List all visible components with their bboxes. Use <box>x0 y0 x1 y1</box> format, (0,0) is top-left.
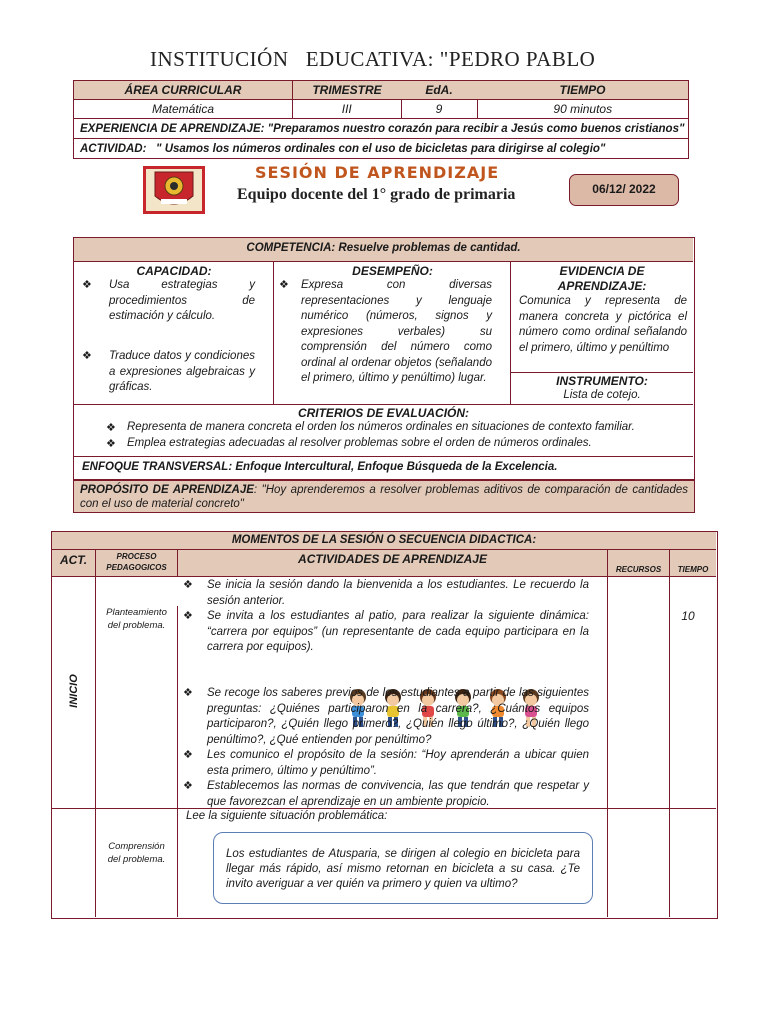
actividades-cell <box>178 809 608 917</box>
diamond-bullet-icon: ❖ <box>106 422 116 434</box>
evidencia-title: EVIDENCIA DE APRENDIZAJE: <box>557 264 647 293</box>
criterios-section <box>74 404 693 456</box>
desempeno-text: Expresa con diversas representaciones y lenguaje numérico (números, signos y expresiones verbales) su comprensión del número como ordinal al ordenar objetos (señalando el primero, último y penúltimo) lugar. <box>301 279 492 384</box>
instrumento-title: INSTRUMENTO: <box>556 374 648 388</box>
instrumento-text: Lista de cotejo. <box>563 389 641 401</box>
table-row <box>52 577 716 809</box>
diamond-bullet-icon: ❖ <box>279 279 289 291</box>
desempeno-column <box>274 262 511 404</box>
diamond-bullet-icon: ❖ <box>183 780 193 792</box>
date-text: 06/12/ 2022 <box>592 182 656 196</box>
diamond-bullet-icon: ❖ <box>106 438 116 450</box>
capacidad-item: Traduce datos y condiciones a expresiones algebraicas y gráficas. <box>109 350 255 393</box>
momentos-title: MOMENTOS DE LA SESIÓN O SECUENCIA DIDACTICA: <box>52 532 716 550</box>
inicio-label: INICIO <box>68 674 80 708</box>
activity-item: Se recoge los saberes previos de los estudiantes a partir de las siguientes preguntas: ¿Quiénes participaron en la carrera?, ¿Cuántos equipos participaron?, ¿Quién llego primero?, ¿Quién llego último?, ¿Quién llego penúltimo?, ¿Qué entienden por penúltimo? <box>207 687 589 746</box>
enfoque-transversal: ENFOQUE TRANSVERSAL: Enfoque Intercultural, Enfoque Búsqueda de la Excelencia. <box>74 456 693 478</box>
desempeno-title: DESEMPEÑO: <box>352 264 433 278</box>
evidencia-text: Comunica y representa de manera concreta y pictórica el número como ordinal señalando el primero, último y penúltimo <box>519 295 687 354</box>
experiencia-text: "Preparamos nuestro corazón para recibir a Jesús como buenos cristianos" <box>267 122 685 135</box>
capacidad-column <box>74 262 274 404</box>
header-proceso: PROCESO PEDAGOGICOS <box>96 550 178 577</box>
problem-text: Los estudiantes de Atusparia, se dirigen al colegio en bicicleta para llegar más rápido, así mismo retornan en bicicleta a su casa. ¿Te invito averiguar a ver quién va primero y quien va ultimo? <box>226 848 580 890</box>
actividad-text: " Usamos los números ordinales con el uso de bicicletas para dirigirse al colegio" <box>156 142 606 155</box>
activity-item: Se inicia la sesión dando la bienvenida a los estudiantes. Le recuerdo la sesión anterior. <box>207 579 589 607</box>
team-subtitle: Equipo docente del 1° grado de primaria <box>237 186 516 203</box>
experiencia-row <box>74 119 689 139</box>
proceso-planteamiento: Planteamiento del problema. <box>96 606 178 809</box>
diamond-bullet-icon: ❖ <box>183 579 193 591</box>
recursos-cell <box>608 809 670 917</box>
instrumento-cell <box>511 372 693 404</box>
criterio-item: Emplea estrategias adecuadas al resolver problemas sobre el orden de números ordinales. <box>127 437 592 449</box>
value-eda: 9 <box>401 100 477 119</box>
criterios-title: CRITERIOS DE EVALUACIÓN: <box>297 406 470 420</box>
session-heading: SESIÓN DE APRENDIZAJE <box>255 163 500 182</box>
activity-item: Les comunico el propósito de la sesión: “Hoy aprenderán a ubicar quien esta primero, último y penúltimo”. <box>207 749 589 777</box>
header-eda: EdA. <box>401 81 477 100</box>
value-tiempo: 90 minutos <box>477 100 689 119</box>
actividad-row <box>74 139 689 159</box>
diamond-bullet-icon: ❖ <box>183 687 193 699</box>
header-actividades: ACTIVIDADES DE APRENDIZAJE <box>178 550 608 577</box>
value-area: Matemática <box>74 100 293 119</box>
activity-item: Establecemos las normas de convivencia, las que tendrán que respetar y que favorezcan el aprendizaje en un ambiente propicio. <box>207 780 589 808</box>
capacidad-title: CAPACIDAD: <box>136 264 212 278</box>
diamond-bullet-icon: ❖ <box>82 350 92 362</box>
diamond-bullet-icon: ❖ <box>183 610 193 622</box>
header-recursos: RECURSOS <box>608 550 670 577</box>
info-table <box>73 80 689 160</box>
activity-item: Se invita a los estudiantes al patio, para realizar la siguiente dinámica: “carrera por equipos” (un representante de cada equipo participara en la carrera por equipos). <box>207 610 589 653</box>
competencia-label: COMPETENCIA: Resuelve problemas de cantidad. <box>74 238 693 262</box>
school-crest-logo <box>143 166 205 214</box>
header-area: ÁREA CURRICULAR <box>74 81 293 100</box>
evidencia-column <box>511 262 693 404</box>
header-tiempo-col: TIEMPO <box>677 565 709 574</box>
recursos-cell <box>608 577 670 809</box>
header-act: ACT. <box>52 550 96 577</box>
problem-intro: Lee la siguiente situación problemática: <box>186 810 388 822</box>
momentos-table <box>51 531 718 919</box>
proceso-comprension: Comprensión del problema. <box>96 809 178 917</box>
momentos-header-row <box>52 550 716 577</box>
value-trimestre: III <box>293 100 402 119</box>
criterio-item: Representa de manera concreta el orden los números ordinales en situaciones de contexto familiar. <box>127 421 635 433</box>
problem-box <box>213 832 593 904</box>
proposito-text: : "Hoy aprenderemos a resolver problemas aditivos de comparación de cantidades con el uso de material concreto" <box>80 484 688 510</box>
diamond-bullet-icon: ❖ <box>183 749 193 761</box>
empty-act-cell <box>52 809 96 917</box>
header-tiempo: TIEMPO <box>477 81 689 100</box>
tiempo-value: 10 <box>681 609 695 623</box>
date-badge <box>569 174 679 206</box>
table-row <box>52 809 716 917</box>
actividades-cell <box>178 577 608 809</box>
experiencia-label: EXPERIENCIA DE APRENDIZAJE: <box>80 122 265 135</box>
actividad-label: ACTIVIDAD: <box>80 142 147 155</box>
diamond-bullet-icon: ❖ <box>82 279 92 291</box>
capacidad-item: Usa estrategias y procedimientos de estimación y cálculo. <box>109 279 255 322</box>
competencia-block <box>73 237 695 480</box>
page-title: INSTITUCIÓN EDUCATIVA: "PEDRO PABLO <box>150 47 596 71</box>
proposito-box <box>73 480 695 513</box>
proposito-label: PROPÓSITO DE APRENDIZAJE <box>80 484 254 496</box>
header-trimestre: TRIMESTRE <box>293 81 402 100</box>
inicio-cell <box>52 577 96 809</box>
